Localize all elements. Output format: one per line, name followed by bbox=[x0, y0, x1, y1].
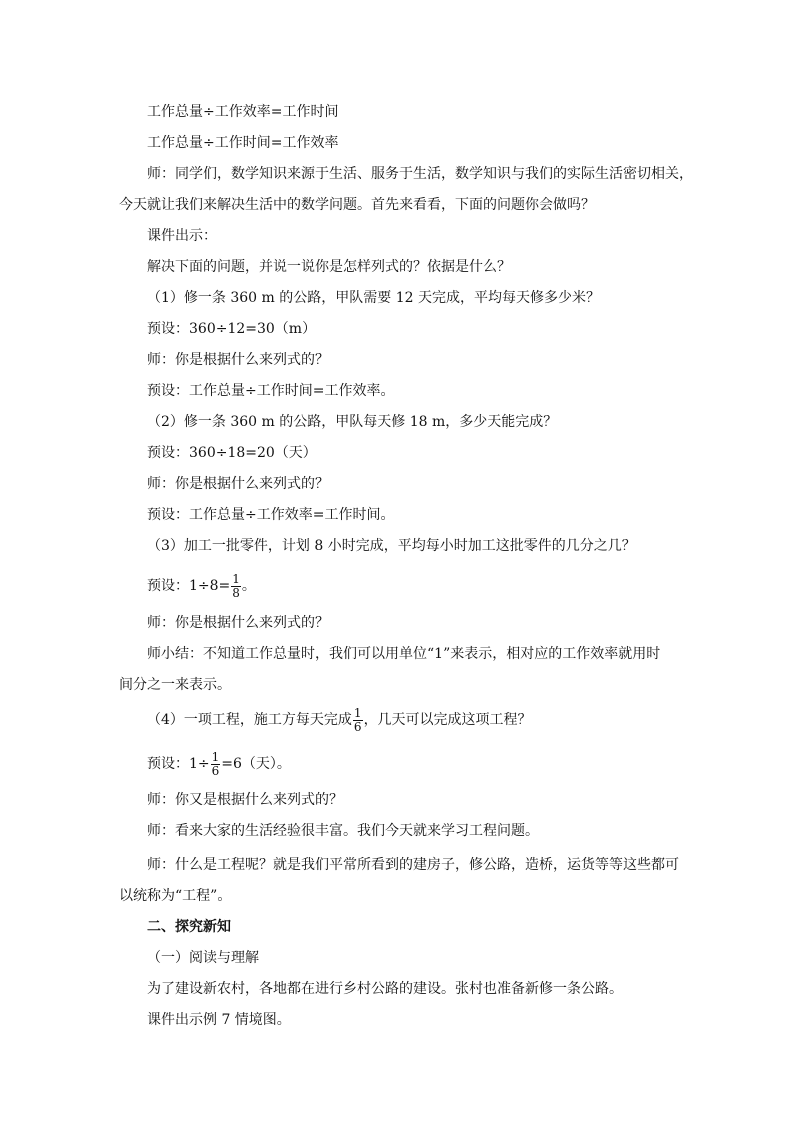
fraction-denominator: 6 bbox=[353, 719, 362, 734]
answer-line-fraction bbox=[147, 568, 256, 604]
paragraph-line: 为了建设新农村，各地都在进行乡村公路的建设。张村也准备新修一条公路。 bbox=[147, 981, 623, 997]
paragraph-line: 师：你是根据什么来列式的？ bbox=[147, 352, 329, 368]
fraction bbox=[211, 751, 221, 778]
answer-line: 预设：工作总量÷工作效率=工作时间。 bbox=[147, 507, 395, 523]
paragraph-line: 课件出示： bbox=[147, 228, 217, 244]
answer-line-fraction bbox=[147, 746, 291, 782]
paragraph-line: 今天就让我们来解决生活中的数学问题。首先来看看，下面的问题你会做吗？ bbox=[119, 197, 595, 213]
fraction-denominator: 6 bbox=[211, 763, 220, 778]
paragraph-line: 师：你是根据什么来列式的？ bbox=[147, 615, 329, 631]
fraction-numerator: 1 bbox=[232, 571, 240, 586]
formula-line: 工作总量÷工作时间=工作效率 bbox=[147, 135, 339, 151]
fraction bbox=[353, 707, 363, 734]
text-segment: 预设：1÷8= bbox=[147, 578, 231, 594]
paragraph-line: 课件出示例 7 情境图。 bbox=[147, 1012, 291, 1028]
question-line: （3）加工一批零件，计划 8 小时完成，平均每小时加工这批零件的几分之几？ bbox=[147, 538, 636, 554]
paragraph-line: 师：同学们，数学知识来源于生活、服务于生活，数学知识与我们的实际生活密切相关， bbox=[147, 166, 693, 182]
text-segment: 。 bbox=[241, 578, 256, 594]
question-line: （1）修一条 360 m 的公路，甲队需要 12 天完成，平均每天修多少米？ bbox=[147, 290, 600, 306]
paragraph-line: 以统称为“工程”。 bbox=[119, 888, 232, 904]
formula-line: 工作总量÷工作效率=工作时间 bbox=[147, 104, 339, 120]
text-segment: ，几天可以完成这项工程？ bbox=[363, 712, 532, 728]
subsection-heading: （一）阅读与理解 bbox=[147, 950, 259, 966]
answer-line: 预设：360÷18=20（天） bbox=[147, 445, 317, 461]
fraction-numerator: 1 bbox=[211, 749, 220, 764]
paragraph-line: 师：什么是工程呢？就是我们平常所看到的建房子，修公路，造桥，运货等等这些都可 bbox=[147, 857, 679, 873]
paragraph-line: 师：你是根据什么来列式的？ bbox=[147, 476, 329, 492]
answer-line: 预设：工作总量÷工作时间=工作效率。 bbox=[147, 383, 395, 399]
paragraph-line: 师小结：不知道工作总量时，我们可以用单位“1”来表示，相对应的工作效率就用时 bbox=[147, 646, 661, 662]
answer-line: 预设：360÷12=30（m） bbox=[147, 321, 317, 337]
paragraph-line: 师：你又是根据什么来列式的？ bbox=[147, 792, 343, 808]
question-line: （2）修一条 360 m 的公路，甲队每天修 18 m，多少天能完成？ bbox=[147, 414, 558, 430]
paragraph-line: 间分之一来表示。 bbox=[119, 677, 231, 693]
section-heading: 二、探究新知 bbox=[147, 919, 231, 935]
paragraph-line: 师：看来大家的生活经验很丰富。我们今天就来学习工程问题。 bbox=[147, 823, 539, 839]
text-segment: 预设：1÷ bbox=[147, 756, 210, 772]
fraction-denominator: 8 bbox=[232, 585, 240, 600]
text-segment: =6（天）。 bbox=[221, 756, 291, 772]
question-line-fraction bbox=[147, 702, 532, 738]
text-segment: （4）一项工程，施工方每天完成 bbox=[147, 712, 352, 728]
fraction bbox=[231, 573, 241, 600]
fraction-numerator: 1 bbox=[353, 705, 362, 720]
paragraph-line: 解决下面的问题，并说一说你是怎样列式的？依据是什么？ bbox=[147, 259, 511, 275]
